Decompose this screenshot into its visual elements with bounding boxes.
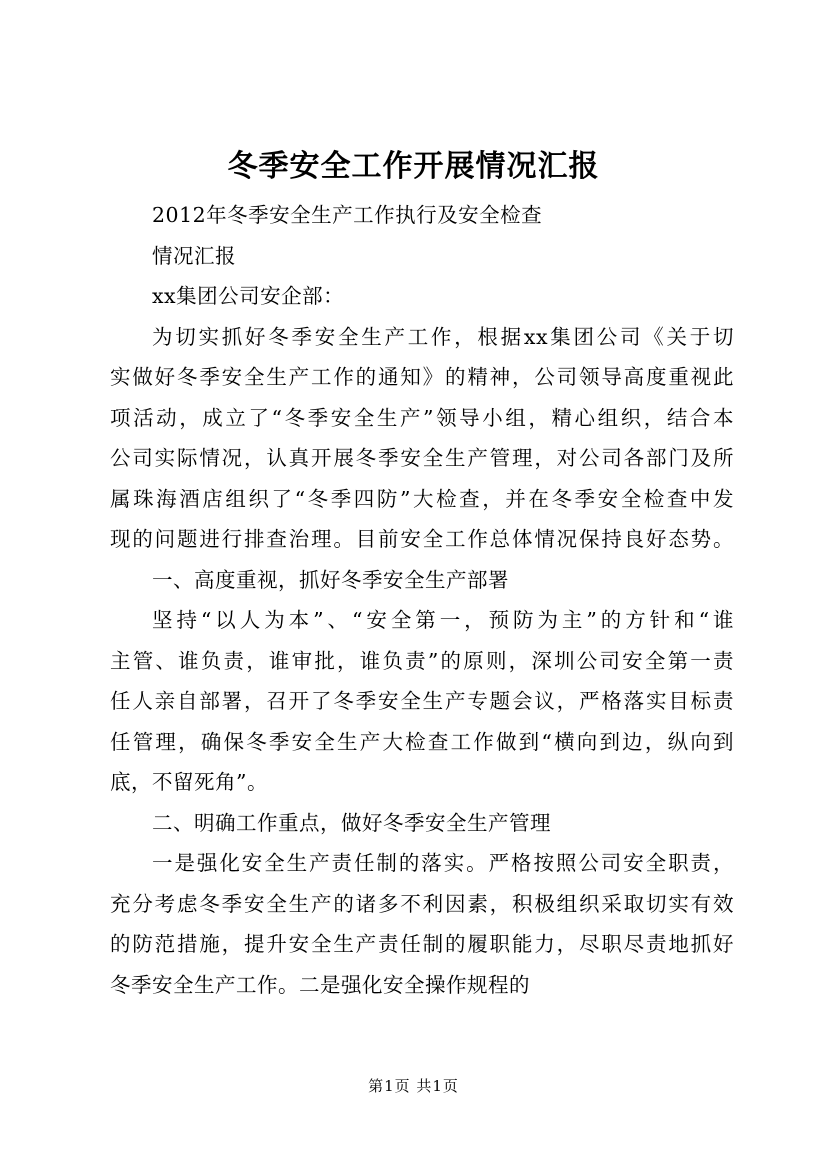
document-body bbox=[110, 195, 734, 1005]
paragraph-line: 一是强化安全生产责任制的落实。严格按照公司安全职责， bbox=[152, 851, 734, 875]
salutation: xx集团公司安企部： bbox=[152, 284, 345, 308]
paragraph-line: 充分考虑冬季安全生产的诸多不利因素，积极组织采取切实有效 bbox=[110, 891, 734, 916]
paragraph-line: 坚持“以人为本”、“安全第一，预防为主”的方针和“谁 bbox=[152, 608, 734, 632]
paragraph-line: 冬季安全生产工作。二是强化安全操作规程的 bbox=[110, 972, 530, 997]
paragraph-line: 底，不留死角”。 bbox=[110, 770, 268, 794]
subtitle-line-1: 2012年冬季安全生产工作执行及安全检查 bbox=[152, 203, 543, 227]
section-heading-1: 一、高度重视，抓好冬季安全生产部署 bbox=[152, 567, 509, 592]
paragraph-line: 任人亲自部署，召开了冬季安全生产专题会议，严格落实目标责 bbox=[110, 689, 734, 713]
paragraph-line: 为切实抓好冬季安全生产工作，根据xx集团公司《关于切 bbox=[152, 324, 734, 349]
subtitle-line-2: 情况汇报 bbox=[152, 243, 236, 268]
document-title: 冬季安全工作开展情况汇报 bbox=[227, 149, 600, 184]
paragraph-line: 主管、谁负责，谁审批，谁负责”的原则，深圳公司安全第一责 bbox=[110, 648, 734, 673]
paragraph-line: 属珠海酒店组织了“冬季四防”大检查，并在冬季安全检查中发 bbox=[110, 486, 734, 511]
paragraph-line: 任管理，确保冬季安全生产大检查工作做到“横向到边，纵向到 bbox=[110, 729, 734, 754]
paragraph-line: 实做好冬季安全生产工作的通知》的精神，公司领导高度重视此 bbox=[110, 365, 734, 389]
section-heading-2: 二、明确工作重点，做好冬季安全生产管理 bbox=[152, 810, 551, 835]
paragraph-line: 项活动，成立了“冬季安全生产”领导小组，精心组织，结合本 bbox=[110, 405, 734, 430]
page-number-footer: 第1页 共1页 bbox=[368, 1077, 459, 1095]
paragraph-line: 现的问题进行排查治理。目前安全工作总体情况保持良好态势。 bbox=[110, 527, 734, 551]
paragraph-line: 公司实际情况，认真开展冬季安全生产管理，对公司各部门及所 bbox=[110, 446, 734, 470]
paragraph-line: 的防范措施，提升安全生产责任制的履职能力，尽职尽责地抓好 bbox=[110, 932, 734, 956]
